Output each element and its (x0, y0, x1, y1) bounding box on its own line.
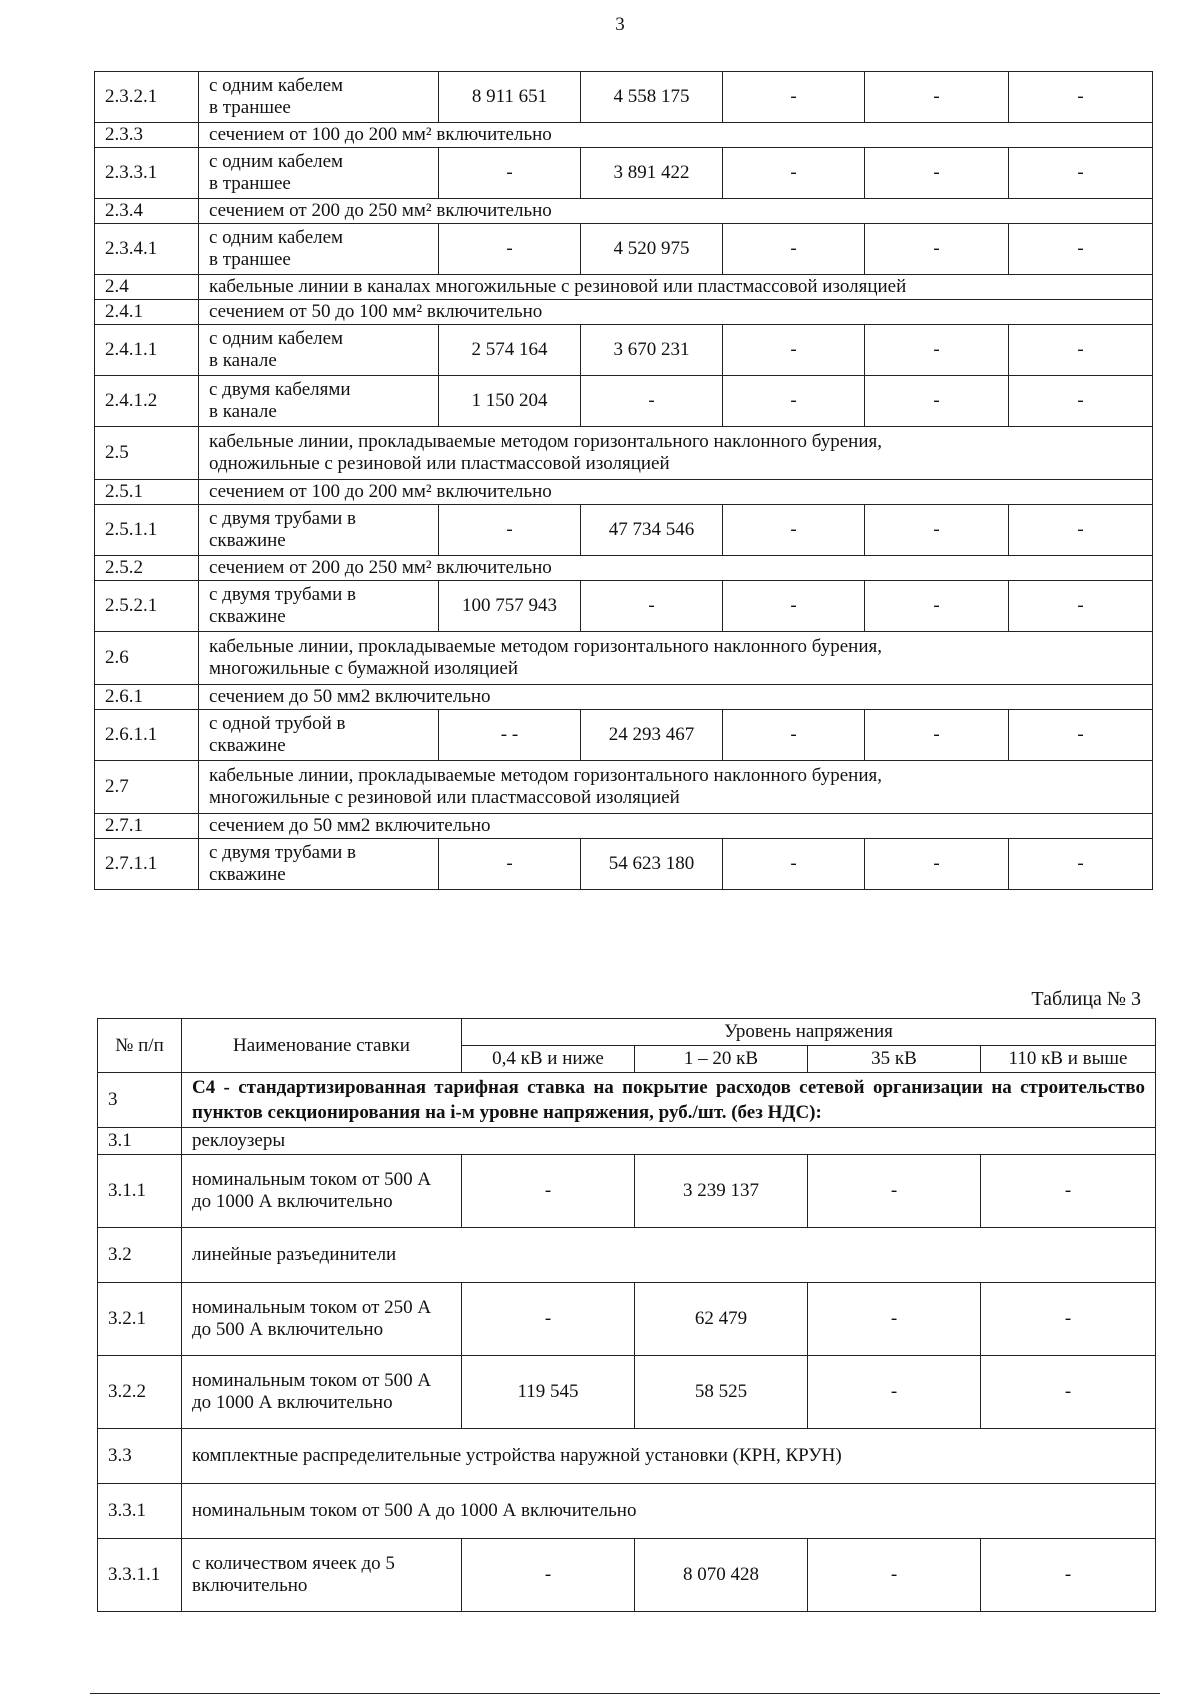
rate-value: - (1009, 325, 1153, 376)
row-name: номинальным током от 250 А до 500 А включительно (182, 1283, 462, 1356)
rate-value: - (723, 325, 865, 376)
row-number: 2.6.1.1 (95, 710, 199, 761)
row-name-line: в траншее (209, 249, 291, 270)
table-row (98, 1155, 1156, 1228)
rate-value: - (439, 148, 581, 199)
rate-value: 8 070 428 (635, 1539, 808, 1612)
row-number: 2.4 (95, 275, 199, 300)
row-text-line: кабельные линии, прокладываемые методом горизонтального наклонного бурения, (209, 636, 882, 657)
row-section-text: сечением от 200 до 250 мм² включительно (199, 556, 1153, 581)
table-row (98, 1356, 1156, 1429)
row-name-line: с двумя трубами в (209, 508, 356, 529)
rate-value: 2 574 164 (439, 325, 581, 376)
row-text-line: одножильные с резиновой или пластмассовой изоляцией (209, 453, 670, 474)
rate-value: 54 623 180 (581, 839, 723, 890)
rate-value: - (865, 505, 1009, 556)
row-name (199, 710, 439, 761)
row-number: 2.5.2 (95, 556, 199, 581)
row-number: 3.3.1.1 (98, 1539, 182, 1612)
rate-value: - (865, 148, 1009, 199)
row-section-text: кабельные линии в каналах многожильные с резиновой или пластмассовой изоляцией (199, 275, 1153, 300)
row-number: 2.5.1 (95, 480, 199, 505)
rate-value: - (462, 1155, 635, 1228)
row-section-text: линейные разъединители (182, 1228, 1156, 1283)
table-row (95, 224, 1153, 275)
rate-value: - (581, 376, 723, 427)
row-number: 2.5.1.1 (95, 505, 199, 556)
rate-value: - (462, 1539, 635, 1612)
table-row (98, 1283, 1156, 1356)
row-name-line: с одной трубой в (209, 713, 346, 734)
rate-value: - - (439, 710, 581, 761)
rate-value: - (981, 1155, 1156, 1228)
rate-value: 1 150 204 (439, 376, 581, 427)
rate-value: - (1009, 505, 1153, 556)
rate-value: - (1009, 839, 1153, 890)
row-name (199, 148, 439, 199)
table-row (98, 1128, 1156, 1155)
rate-value: - (865, 710, 1009, 761)
table-row (98, 1228, 1156, 1283)
table-row (95, 148, 1153, 199)
row-section-text: сечением от 200 до 250 мм² включительно (199, 199, 1153, 224)
table-row (95, 275, 1153, 300)
rate-value: 4 520 975 (581, 224, 723, 275)
table-row (98, 1539, 1156, 1612)
row-text-line: многожильные с бумажной изоляцией (209, 658, 518, 679)
row-section-text: сечением от 50 до 100 мм² включительно (199, 300, 1153, 325)
rate-value: - (1009, 224, 1153, 275)
rate-value: - (439, 839, 581, 890)
row-number: 2.5.2.1 (95, 581, 199, 632)
table-header-row (98, 1019, 1156, 1046)
table-row (98, 1429, 1156, 1484)
rate-value: 24 293 467 (581, 710, 723, 761)
row-text-line: кабельные линии, прокладываемые методом горизонтального наклонного бурения, (209, 765, 882, 786)
rate-value: - (723, 148, 865, 199)
rate-value: 3 891 422 (581, 148, 723, 199)
header-col-110kv: 110 кВ и выше (981, 1046, 1156, 1073)
row-number: 3.1.1 (98, 1155, 182, 1228)
table-row (95, 505, 1153, 556)
rate-value: - (865, 376, 1009, 427)
rate-value: - (865, 325, 1009, 376)
row-name: с количеством ячеек до 5 включительно (182, 1539, 462, 1612)
table-row (95, 581, 1153, 632)
row-number: 2.7 (95, 761, 199, 814)
row-section-text (199, 761, 1153, 814)
row-name (199, 505, 439, 556)
rate-value: - (808, 1356, 981, 1429)
row-name-line: с двумя кабелями (209, 379, 351, 400)
rate-value: - (1009, 581, 1153, 632)
section-title: С4 - стандартизированная тарифная ставка на покрытие расходов сетевой организации на строительство пунктов секционирования на i-м уровне напряжения, руб./шт. (без НДС): (182, 1073, 1156, 1128)
row-number: 3.3 (98, 1429, 182, 1484)
rate-value: - (462, 1283, 635, 1356)
row-section-text: сечением до 50 мм2 включительно (199, 685, 1153, 710)
header-number: № п/п (98, 1019, 182, 1073)
row-name-line: скважине (209, 530, 286, 551)
rate-value: - (808, 1155, 981, 1228)
rates-table-3 (97, 1018, 1156, 1612)
rate-value: - (1009, 376, 1153, 427)
row-name-line: в канале (209, 401, 277, 422)
row-name-line: с одним кабелем (209, 75, 344, 96)
row-name (199, 839, 439, 890)
row-name-line: в траншее (209, 97, 291, 118)
row-number: 3.2.1 (98, 1283, 182, 1356)
row-number: 2.3.2.1 (95, 72, 199, 123)
header-rate-name: Наименование ставки (182, 1019, 462, 1073)
rate-value: - (581, 581, 723, 632)
row-text-line: кабельные линии, прокладываемые методом горизонтального наклонного бурения, (209, 431, 882, 452)
row-name (199, 224, 439, 275)
row-name (199, 72, 439, 123)
table-row (95, 325, 1153, 376)
table-row (95, 199, 1153, 224)
row-number: 2.3.4 (95, 199, 199, 224)
header-voltage-level: Уровень напряжения (462, 1019, 1156, 1046)
rate-value: - (723, 505, 865, 556)
row-name-line: с двумя трубами в (209, 584, 356, 605)
row-section-text (199, 427, 1153, 480)
row-name: номинальным током от 500 А до 1000 А включительно (182, 1356, 462, 1429)
table-row (95, 761, 1153, 814)
row-number: 2.4.1 (95, 300, 199, 325)
row-number: 2.6 (95, 632, 199, 685)
row-name-line: в канале (209, 350, 277, 371)
table-row (95, 685, 1153, 710)
header-col-35kv: 35 кВ (808, 1046, 981, 1073)
rates-table-continued (94, 71, 1153, 890)
rate-value: - (1009, 710, 1153, 761)
section-number: 3 (98, 1073, 182, 1128)
row-section-text: комплектные распределительные устройства наружной установки (КРН, КРУН) (182, 1429, 1156, 1484)
row-name-line: с одним кабелем (209, 328, 344, 349)
header-col-0-4kv: 0,4 кВ и ниже (462, 1046, 635, 1073)
rate-value: - (808, 1283, 981, 1356)
rate-value: - (723, 72, 865, 123)
rate-value: 58 525 (635, 1356, 808, 1429)
table-row (95, 556, 1153, 581)
row-number: 2.7.1 (95, 814, 199, 839)
rate-value: - (1009, 148, 1153, 199)
row-number: 2.7.1.1 (95, 839, 199, 890)
row-number: 2.3.4.1 (95, 224, 199, 275)
row-name-line: с одним кабелем (209, 151, 344, 172)
row-number: 2.3.3.1 (95, 148, 199, 199)
row-section-text (199, 632, 1153, 685)
row-section-text: номинальным током от 500 А до 1000 А включительно (182, 1484, 1156, 1539)
row-number: 2.5 (95, 427, 199, 480)
rate-value: - (981, 1539, 1156, 1612)
row-number: 2.6.1 (95, 685, 199, 710)
header-col-1-20kv: 1 – 20 кВ (635, 1046, 808, 1073)
rate-value: - (723, 710, 865, 761)
row-number: 2.3.3 (95, 123, 199, 148)
table-row (95, 300, 1153, 325)
table-row (95, 839, 1153, 890)
rate-value: - (808, 1539, 981, 1612)
row-name (199, 581, 439, 632)
rate-value: 3 670 231 (581, 325, 723, 376)
row-name-line: в траншее (209, 173, 291, 194)
row-number: 2.4.1.1 (95, 325, 199, 376)
row-number: 3.2 (98, 1228, 182, 1283)
rate-value: - (723, 581, 865, 632)
row-name-line: скважине (209, 735, 286, 756)
page-bottom-rule (90, 1693, 1160, 1694)
row-name: номинальным током от 500 А до 1000 А включительно (182, 1155, 462, 1228)
rate-value: 3 239 137 (635, 1155, 808, 1228)
row-section-text: сечением от 100 до 200 мм² включительно (199, 123, 1153, 148)
table-caption: Таблица № 3 (1031, 988, 1141, 1010)
row-name-line: скважине (209, 606, 286, 627)
rate-value: - (865, 839, 1009, 890)
row-section-text: сечением от 100 до 200 мм² включительно (199, 480, 1153, 505)
rate-value: - (865, 581, 1009, 632)
row-number: 3.2.2 (98, 1356, 182, 1429)
section-row (98, 1073, 1156, 1128)
row-number: 3.3.1 (98, 1484, 182, 1539)
rate-value: - (865, 72, 1009, 123)
row-number: 2.4.1.2 (95, 376, 199, 427)
row-name-line: с одним кабелем (209, 227, 344, 248)
rate-value: - (723, 224, 865, 275)
row-section-text: реклоузеры (182, 1128, 1156, 1155)
rate-value: 4 558 175 (581, 72, 723, 123)
row-name-line: с двумя трубами в (209, 842, 356, 863)
table-row (95, 632, 1153, 685)
page-number: 3 (615, 14, 625, 35)
rate-value: 47 734 546 (581, 505, 723, 556)
rate-value: - (723, 376, 865, 427)
table-row (95, 710, 1153, 761)
row-name-line: скважине (209, 864, 286, 885)
table-row (98, 1484, 1156, 1539)
table-row (95, 814, 1153, 839)
table-row (95, 376, 1153, 427)
row-section-text: сечением до 50 мм2 включительно (199, 814, 1153, 839)
table-row (95, 123, 1153, 148)
rate-value: 8 911 651 (439, 72, 581, 123)
row-name (199, 325, 439, 376)
rate-value: 100 757 943 (439, 581, 581, 632)
table-row (95, 480, 1153, 505)
rate-value: - (1009, 72, 1153, 123)
rate-value: 119 545 (462, 1356, 635, 1429)
table-row (95, 427, 1153, 480)
rate-value: - (865, 224, 1009, 275)
table-row (95, 72, 1153, 123)
rate-value: - (439, 224, 581, 275)
rate-value: - (723, 839, 865, 890)
rate-value: - (981, 1283, 1156, 1356)
row-name (199, 376, 439, 427)
rate-value: 62 479 (635, 1283, 808, 1356)
rate-value: - (981, 1356, 1156, 1429)
row-text-line: многожильные с резиновой или пластмассовой изоляцией (209, 787, 680, 808)
row-number: 3.1 (98, 1128, 182, 1155)
rate-value: - (439, 505, 581, 556)
